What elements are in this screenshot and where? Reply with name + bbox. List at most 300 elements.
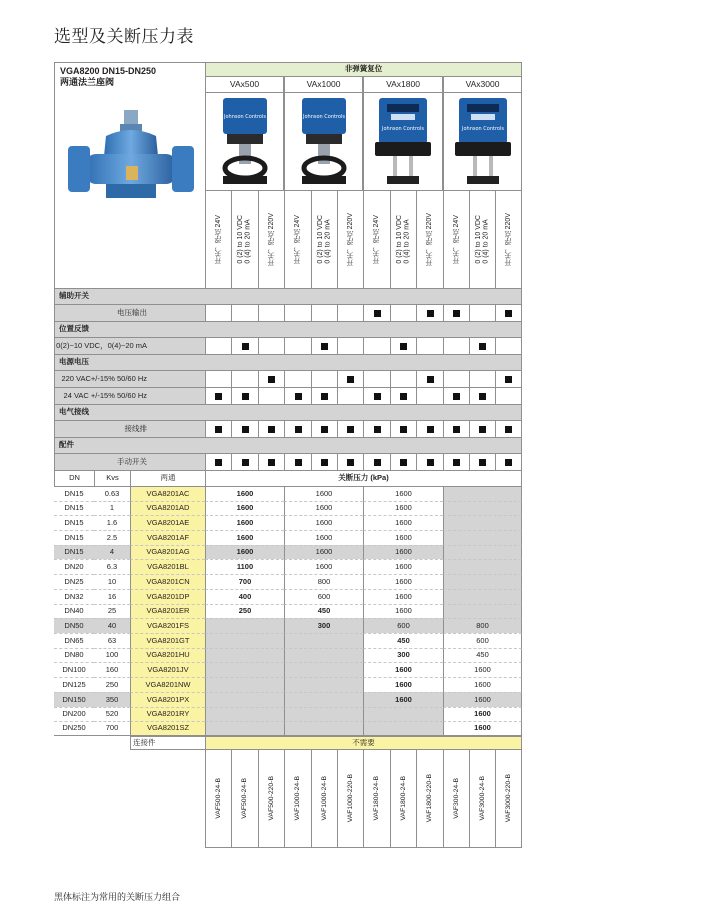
dn-cell: DN25 bbox=[54, 574, 94, 589]
feature-group-fill bbox=[205, 437, 522, 453]
feature-mark-cell bbox=[390, 337, 416, 354]
part-number-cell bbox=[205, 750, 231, 848]
kvs-cell: 160 bbox=[94, 662, 130, 677]
feature-mark-cell bbox=[390, 420, 416, 437]
feature-mark-cell bbox=[205, 453, 231, 470]
pressure-cell: 800 bbox=[443, 618, 522, 633]
dn-cell: DN32 bbox=[54, 589, 94, 604]
pressure-cell: 1600 bbox=[284, 559, 363, 574]
kvs-cell: 0.63 bbox=[94, 486, 130, 501]
model-cell: VGA8201AE bbox=[130, 515, 205, 530]
kvs-cell: 100 bbox=[94, 648, 130, 662]
model-cell: VGA8201AC bbox=[130, 486, 205, 501]
feature-mark-cell bbox=[311, 304, 337, 321]
feature-mark-cell bbox=[469, 387, 495, 404]
kvs-cell: 4 bbox=[94, 545, 130, 559]
model-cell: VGA8201AD bbox=[130, 501, 205, 515]
filled-square-icon bbox=[347, 376, 354, 383]
kvs-cell: 16 bbox=[94, 589, 130, 604]
filled-square-icon bbox=[321, 343, 328, 350]
dn-cell: DN15 bbox=[54, 486, 94, 501]
pressure-cell: 600 bbox=[284, 589, 363, 604]
feature-group-fill bbox=[205, 404, 522, 420]
mode-label: 开关，浮点 24V bbox=[373, 214, 381, 265]
filled-square-icon bbox=[427, 310, 434, 317]
pressure-cell: 1600 bbox=[443, 692, 522, 707]
dn-cell: DN150 bbox=[54, 692, 94, 707]
feature-mark-cell bbox=[469, 370, 495, 387]
pressure-header: 关断压力 (kPa) bbox=[205, 470, 522, 486]
pressure-cell: 1600 bbox=[284, 486, 363, 501]
feature-mark-cell bbox=[337, 337, 363, 354]
filled-square-icon bbox=[505, 459, 512, 466]
part-number: VAF1800-24-B bbox=[373, 776, 381, 821]
filled-square-icon bbox=[505, 310, 512, 317]
model-cell: VGA8201ER bbox=[130, 604, 205, 618]
feature-mark-cell bbox=[284, 304, 311, 321]
feature-mark-cell bbox=[416, 304, 443, 321]
model-cell: VGA8201AG bbox=[130, 545, 205, 559]
feature-mark-cell bbox=[337, 370, 363, 387]
valve-image bbox=[66, 106, 196, 216]
part-number-cell bbox=[469, 750, 495, 848]
feature-mark-cell bbox=[469, 420, 495, 437]
feature-mark-cell bbox=[363, 337, 390, 354]
feature-mark-cell bbox=[284, 370, 311, 387]
pressure-cell bbox=[284, 692, 363, 707]
pressure-cell: 1600 bbox=[363, 545, 443, 559]
feature-mark-cell bbox=[311, 420, 337, 437]
kvs-cell: 700 bbox=[94, 721, 130, 736]
pressure-cell: 450 bbox=[284, 604, 363, 618]
feature-mark-cell bbox=[205, 387, 231, 404]
pressure-cell bbox=[205, 707, 284, 721]
feature-mark-cell bbox=[258, 304, 284, 321]
pressure-cell bbox=[205, 721, 284, 736]
filled-square-icon bbox=[374, 310, 381, 317]
connector-label: 连接件 bbox=[130, 736, 205, 750]
pressure-cell: 400 bbox=[205, 589, 284, 604]
pressure-cell bbox=[443, 589, 522, 604]
dn-header: DN bbox=[54, 470, 94, 486]
pressure-cell: 1600 bbox=[363, 677, 443, 692]
feature-mark-cell bbox=[416, 387, 443, 404]
actuator-brand-text: Johnson Controls bbox=[223, 113, 266, 120]
dn-cell: DN20 bbox=[54, 559, 94, 574]
pressure-cell bbox=[443, 501, 522, 515]
filled-square-icon bbox=[400, 343, 407, 350]
dn-cell: DN50 bbox=[54, 618, 94, 633]
feature-mark-cell bbox=[495, 453, 522, 470]
feature-mark-cell bbox=[337, 453, 363, 470]
mode-cell bbox=[337, 190, 363, 288]
pressure-cell: 450 bbox=[443, 648, 522, 662]
filled-square-icon bbox=[479, 459, 486, 466]
pressure-cell: 600 bbox=[443, 633, 522, 648]
feature-row-label: 24 VAC +/-15% 50/60 Hz bbox=[54, 387, 205, 404]
pressure-cell bbox=[284, 633, 363, 648]
part-number: VAF1000-24-B bbox=[320, 776, 328, 821]
feature-mark-cell bbox=[284, 337, 311, 354]
product-block bbox=[54, 62, 205, 288]
feature-group-fill bbox=[205, 354, 522, 370]
pressure-cell: 1600 bbox=[363, 486, 443, 501]
part-number: VAF300-24-B bbox=[452, 778, 460, 819]
pressure-cell: 300 bbox=[363, 648, 443, 662]
part-number-cell bbox=[363, 750, 390, 848]
pressure-cell bbox=[205, 692, 284, 707]
part-number: VAF500-24-B bbox=[241, 778, 249, 819]
feature-mark-cell bbox=[311, 337, 337, 354]
mode-label: 开关，浮点 220V bbox=[267, 212, 275, 267]
mode-cell bbox=[443, 190, 469, 288]
model-cell: VGA8201GT bbox=[130, 633, 205, 648]
dn-cell: DN80 bbox=[54, 648, 94, 662]
actuator-photo-icon bbox=[453, 96, 513, 188]
part-number-cell bbox=[390, 750, 416, 848]
model-cell: VGA8201HU bbox=[130, 648, 205, 662]
filled-square-icon bbox=[374, 426, 381, 433]
pressure-cell bbox=[205, 633, 284, 648]
mode-label: 0 (2) to 10 VDC 0 (4) to 20 mA bbox=[474, 215, 490, 264]
feature-mark-cell bbox=[258, 387, 284, 404]
feature-mark-cell bbox=[231, 370, 258, 387]
filled-square-icon bbox=[268, 459, 275, 466]
pressure-cell: 1600 bbox=[284, 501, 363, 515]
filled-square-icon bbox=[427, 459, 434, 466]
actuator-image bbox=[363, 92, 443, 190]
feature-mark-cell bbox=[284, 420, 311, 437]
part-number-cell bbox=[258, 750, 284, 848]
filled-square-icon bbox=[400, 426, 407, 433]
feature-mark-cell bbox=[311, 387, 337, 404]
pressure-cell: 1600 bbox=[363, 574, 443, 589]
filled-square-icon bbox=[427, 426, 434, 433]
pressure-cell: 1600 bbox=[205, 515, 284, 530]
dn-cell: DN250 bbox=[54, 721, 94, 736]
feature-mark-cell bbox=[469, 304, 495, 321]
actuator-brand-text: Johnson Controls bbox=[461, 125, 504, 132]
actuator-photo-icon bbox=[294, 96, 354, 188]
filled-square-icon bbox=[295, 459, 302, 466]
mode-cell bbox=[258, 190, 284, 288]
feature-mark-cell bbox=[363, 304, 390, 321]
kvs-cell: 40 bbox=[94, 618, 130, 633]
part-number-cell bbox=[231, 750, 258, 848]
feature-mark-cell bbox=[311, 453, 337, 470]
feature-mark-cell bbox=[258, 453, 284, 470]
pressure-cell bbox=[284, 707, 363, 721]
kvs-cell: 2.5 bbox=[94, 530, 130, 545]
feature-mark-cell bbox=[231, 304, 258, 321]
part-number: VAF500-220-B bbox=[267, 776, 275, 821]
feature-mark-cell bbox=[284, 453, 311, 470]
feature-mark-cell bbox=[469, 453, 495, 470]
feature-mark-cell bbox=[390, 387, 416, 404]
feature-mark-cell bbox=[416, 337, 443, 354]
pressure-cell: 1600 bbox=[363, 559, 443, 574]
pressure-cell bbox=[363, 707, 443, 721]
feature-mark-cell bbox=[495, 370, 522, 387]
model-cell: VGA8201NW bbox=[130, 677, 205, 692]
filled-square-icon bbox=[479, 426, 486, 433]
actuator-brand-text: Johnson Controls bbox=[302, 113, 345, 120]
feature-mark-cell bbox=[390, 370, 416, 387]
part-number: VAF1800-220-B bbox=[426, 774, 434, 823]
connector-value: 不需要 bbox=[205, 736, 522, 750]
model-cell: VGA8201FS bbox=[130, 618, 205, 633]
pressure-cell: 1600 bbox=[205, 501, 284, 515]
mode-cell bbox=[495, 190, 522, 288]
mode-cell bbox=[231, 190, 258, 288]
filled-square-icon bbox=[242, 426, 249, 433]
product-name: VGA8200 DN15-DN250 bbox=[60, 66, 157, 76]
part-number-cell bbox=[284, 750, 311, 848]
actuator-photo-icon bbox=[373, 96, 433, 188]
feature-mark-cell bbox=[231, 453, 258, 470]
part-number: VAF1000-24-B bbox=[294, 776, 302, 821]
feature-row-label: 0(2)~10 VDC，0(4)~20 mA bbox=[54, 337, 205, 354]
filled-square-icon bbox=[268, 376, 275, 383]
feature-mark-cell bbox=[258, 370, 284, 387]
kvs-cell: 350 bbox=[94, 692, 130, 707]
kvs-cell: 63 bbox=[94, 633, 130, 648]
dn-cell: DN200 bbox=[54, 707, 94, 721]
pressure-cell: 1600 bbox=[205, 486, 284, 501]
two-way-header: 两通 bbox=[130, 470, 205, 486]
feature-mark-cell bbox=[363, 370, 390, 387]
feature-mark-cell bbox=[390, 453, 416, 470]
feature-mark-cell bbox=[416, 370, 443, 387]
dn-cell: DN15 bbox=[54, 530, 94, 545]
mode-label: 开关，浮点 24V bbox=[214, 214, 222, 265]
mode-cell bbox=[390, 190, 416, 288]
pressure-cell: 1600 bbox=[443, 721, 522, 736]
filled-square-icon bbox=[374, 393, 381, 400]
feature-row-label: 手动开关 bbox=[54, 453, 205, 470]
mode-cell bbox=[416, 190, 443, 288]
filled-square-icon bbox=[215, 459, 222, 466]
dn-cell: DN15 bbox=[54, 545, 94, 559]
mode-cell bbox=[205, 190, 231, 288]
model-cell: VGA8201JV bbox=[130, 662, 205, 677]
filled-square-icon bbox=[242, 393, 249, 400]
kvs-cell: 6.3 bbox=[94, 559, 130, 574]
pressure-cell: 1600 bbox=[363, 501, 443, 515]
pressure-cell: 1600 bbox=[205, 530, 284, 545]
filled-square-icon bbox=[242, 343, 249, 350]
dn-cell: DN125 bbox=[54, 677, 94, 692]
part-number: VAF500-24-B bbox=[214, 778, 222, 819]
feature-group-label: 电源电压 bbox=[54, 354, 205, 370]
filled-square-icon bbox=[347, 459, 354, 466]
pressure-cell bbox=[443, 515, 522, 530]
pressure-cell bbox=[443, 486, 522, 501]
feature-mark-cell bbox=[337, 304, 363, 321]
pressure-cell: 1600 bbox=[205, 545, 284, 559]
pressure-cell: 1600 bbox=[443, 707, 522, 721]
feature-mark-cell bbox=[231, 420, 258, 437]
feature-mark-cell bbox=[337, 420, 363, 437]
feature-mark-cell bbox=[337, 387, 363, 404]
page-title: 选型及关断压力表 bbox=[54, 27, 194, 46]
actuator-brand-text: Johnson Controls bbox=[382, 125, 424, 132]
kvs-cell: 10 bbox=[94, 574, 130, 589]
part-number: VAF3000-24-B bbox=[478, 776, 486, 821]
feature-mark-cell bbox=[284, 387, 311, 404]
actuator-name: VAx1000 bbox=[284, 76, 363, 92]
mode-label: 开关，浮点 220V bbox=[504, 212, 512, 267]
model-cell: VGA8201PX bbox=[130, 692, 205, 707]
feature-group-label: 配件 bbox=[54, 437, 205, 453]
model-cell: VGA8201BL bbox=[130, 559, 205, 574]
filled-square-icon bbox=[215, 426, 222, 433]
filled-square-icon bbox=[295, 426, 302, 433]
actuator-image bbox=[443, 92, 522, 190]
filled-square-icon bbox=[400, 459, 407, 466]
filled-square-icon bbox=[479, 393, 486, 400]
pressure-cell: 600 bbox=[363, 618, 443, 633]
mode-cell bbox=[363, 190, 390, 288]
pressure-cell: 1600 bbox=[284, 545, 363, 559]
pressure-cell bbox=[284, 721, 363, 736]
actuator-image bbox=[284, 92, 363, 190]
pressure-cell: 1600 bbox=[443, 677, 522, 692]
actuator-name: VAx1800 bbox=[363, 76, 443, 92]
mode-label: 0 (2) to 10 VDC 0 (4) to 20 mA bbox=[316, 215, 332, 264]
dn-cell: DN40 bbox=[54, 604, 94, 618]
kvs-cell: 520 bbox=[94, 707, 130, 721]
pressure-cell bbox=[205, 662, 284, 677]
pressure-cell bbox=[443, 545, 522, 559]
filled-square-icon bbox=[347, 426, 354, 433]
mode-cell bbox=[469, 190, 495, 288]
footnote: 黑体标注为常用的关断压力组合 bbox=[54, 892, 181, 902]
part-number: VAF1800-24-B bbox=[399, 776, 407, 821]
feature-group-fill bbox=[205, 321, 522, 337]
part-number-cell bbox=[495, 750, 522, 848]
feature-mark-cell bbox=[363, 420, 390, 437]
part-number: VAF3000-220-B bbox=[504, 774, 512, 823]
feature-row-label: 电压输出 bbox=[54, 304, 205, 321]
filled-square-icon bbox=[427, 376, 434, 383]
filled-square-icon bbox=[268, 426, 275, 433]
pressure-cell: 300 bbox=[284, 618, 363, 633]
actuator-image bbox=[205, 92, 284, 190]
filled-square-icon bbox=[374, 459, 381, 466]
filled-square-icon bbox=[479, 343, 486, 350]
filled-square-icon bbox=[295, 393, 302, 400]
feature-mark-cell bbox=[258, 420, 284, 437]
feature-mark-cell bbox=[495, 337, 522, 354]
feature-mark-cell bbox=[205, 420, 231, 437]
pressure-cell bbox=[205, 677, 284, 692]
feature-mark-cell bbox=[495, 304, 522, 321]
model-cell: VGA8201SZ bbox=[130, 721, 205, 736]
filled-square-icon bbox=[453, 459, 460, 466]
mode-label: 开关，浮点 220V bbox=[426, 212, 434, 267]
filled-square-icon bbox=[215, 393, 222, 400]
feature-mark-cell bbox=[231, 337, 258, 354]
part-number: VAF1000-220-B bbox=[346, 774, 354, 823]
pressure-cell bbox=[284, 648, 363, 662]
feature-mark-cell bbox=[495, 420, 522, 437]
part-number-cell bbox=[337, 750, 363, 848]
part-number-cell bbox=[416, 750, 443, 848]
filled-square-icon bbox=[321, 393, 328, 400]
filled-square-icon bbox=[321, 426, 328, 433]
feature-mark-cell bbox=[443, 370, 469, 387]
feature-mark-cell bbox=[231, 387, 258, 404]
pressure-cell: 1600 bbox=[363, 530, 443, 545]
kvs-cell: 25 bbox=[94, 604, 130, 618]
filled-square-icon bbox=[400, 393, 407, 400]
dn-cell: DN15 bbox=[54, 515, 94, 530]
filled-square-icon bbox=[242, 459, 249, 466]
filled-square-icon bbox=[321, 459, 328, 466]
feature-mark-cell bbox=[205, 337, 231, 354]
filled-square-icon bbox=[505, 376, 512, 383]
feature-mark-cell bbox=[311, 370, 337, 387]
pressure-cell: 700 bbox=[205, 574, 284, 589]
feature-mark-cell bbox=[416, 420, 443, 437]
pressure-cell: 1600 bbox=[363, 589, 443, 604]
feature-mark-cell bbox=[443, 337, 469, 354]
feature-group-label: 辅助开关 bbox=[54, 288, 205, 304]
part-number-cell bbox=[311, 750, 337, 848]
part-number-cell bbox=[443, 750, 469, 848]
pressure-cell bbox=[443, 604, 522, 618]
model-cell: VGA8201AF bbox=[130, 530, 205, 545]
mode-label: 0 (2) to 10 VDC 0 (4) to 20 mA bbox=[237, 215, 252, 264]
mode-label: 0 (2) to 10 VDC 0 (4) to 20 mA bbox=[395, 215, 411, 264]
dn-cell: DN100 bbox=[54, 662, 94, 677]
pressure-cell bbox=[205, 618, 284, 633]
dn-cell: DN15 bbox=[54, 501, 94, 515]
feature-mark-cell bbox=[363, 453, 390, 470]
model-cell: VGA8201RY bbox=[130, 707, 205, 721]
pressure-cell: 1600 bbox=[443, 662, 522, 677]
feature-mark-cell bbox=[205, 370, 231, 387]
pressure-cell: 1600 bbox=[284, 515, 363, 530]
mode-label: 开关，浮点 24V bbox=[294, 214, 302, 265]
spring-return-header: 非弹簧复位 bbox=[205, 62, 522, 76]
filled-square-icon bbox=[505, 426, 512, 433]
feature-mark-cell bbox=[443, 453, 469, 470]
pressure-cell: 1600 bbox=[363, 604, 443, 618]
pressure-cell: 800 bbox=[284, 574, 363, 589]
feature-group-label: 电气接线 bbox=[54, 404, 205, 420]
actuator-name: VAx500 bbox=[205, 76, 284, 92]
filled-square-icon bbox=[453, 426, 460, 433]
feature-mark-cell bbox=[443, 304, 469, 321]
pressure-cell: 1600 bbox=[284, 530, 363, 545]
pressure-cell: 1600 bbox=[363, 692, 443, 707]
filled-square-icon bbox=[453, 310, 460, 317]
feature-row-label: 220 VAC+/-15% 50/60 Hz bbox=[54, 370, 205, 387]
feature-mark-cell bbox=[495, 387, 522, 404]
mode-label: 开关，浮点 220V bbox=[346, 212, 354, 267]
model-cell: VGA8201DP bbox=[130, 589, 205, 604]
feature-row-label: 接线排 bbox=[54, 420, 205, 437]
feature-mark-cell bbox=[390, 304, 416, 321]
pressure-cell bbox=[284, 662, 363, 677]
dn-cell: DN65 bbox=[54, 633, 94, 648]
product-subtitle: 两通法兰座阀 bbox=[60, 76, 115, 87]
pressure-cell: 1600 bbox=[363, 515, 443, 530]
kvs-header: Kvs bbox=[94, 470, 130, 486]
feature-group-fill bbox=[205, 288, 522, 304]
